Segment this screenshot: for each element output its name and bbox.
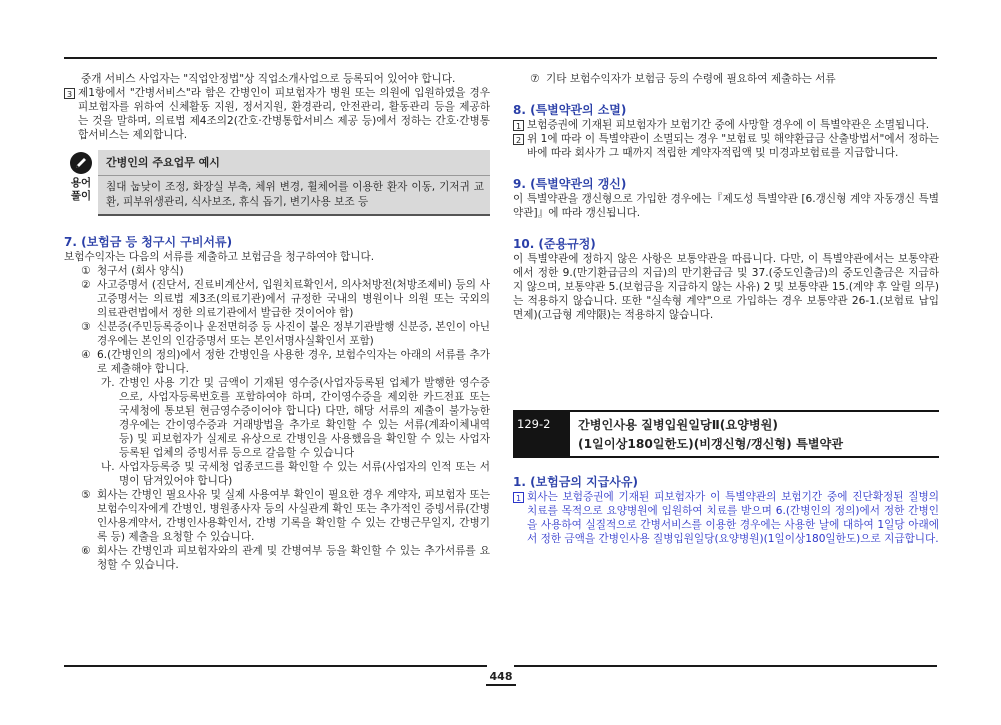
top-rule (64, 57, 937, 59)
special-clause-banner (513, 410, 939, 458)
item-3 (64, 86, 490, 142)
section-10-text: 이 특별약관에 정하지 않은 사항은 보통약관을 따릅니다. 다만, 이 특별약관에서는 보통약관에서 정한 9.(만기환급금의 지급)의 만기환급금 및 37.(중도인출금)의 중도인출금은 지급하지 않으며, 보통약관 5.(보험금을 지급하지 않는 사유) 2 및 보통약관 15.(계약 후 알릴 의무)는 적용하지 않습니다. 또한 "실속형 계약"으로 가입하는 경우 보통약관 26-1.(보험료 납입면제)(고급형 계약限)는 적용하지 않습니다. (513, 253, 939, 321)
note-icon-block (66, 152, 96, 203)
note-heading: 간병인의 주요업무 예시 (98, 154, 490, 176)
left-column (64, 72, 490, 572)
list-item: 1 보험증권에 기재된 피보험자가 보험기간 중에 사망할 경우에 이 특별약관은 소멸됩니다. (513, 118, 939, 132)
list-item: ⑤ 회사는 간병인 필요사유 및 실제 사용여부 확인이 필요한 경우 계약자, 피보험자 또는 보험수익자에게 간병인, 병원종사자 등의 사실관계 확인 또는 추가적인 증빙서류(간병인사용계약서, 간병인사용확인서, 간병 기록을 확인할 수 있는 간병근무일지, 간병기록 등) 제출을 요청할 수 있습니다. (81, 489, 490, 543)
term-note (64, 150, 490, 216)
note-box (98, 150, 490, 216)
banner-title-line-2: (1일이상180일한도)(비갱신형/갱신형) 특별약관 (578, 437, 844, 451)
list-item: 2 위 1에 따라 이 특별약관이 소멸되는 경우 "보험료 및 해약환급금 산출방법서"에서 정하는 바에 따라 회사가 그 때까지 적립한 계약자적립액 및 미경과보험료를 지급합니다. (513, 132, 939, 160)
sub-item-na: 나. 사업자등록증 및 국세청 업종코드를 확인할 수 있는 서류(사업자의 인적 또는 서명이 담겨있어야 합니다) (101, 461, 490, 487)
boxed-number-2: 2 (513, 134, 524, 145)
item-7: ⑦ 기타 보험수익자가 보험금 등의 수령에 필요하여 제출하는 서류 (530, 73, 836, 85)
banner-title (570, 410, 939, 458)
bottom-rule-right (514, 665, 937, 667)
section-7-title: 7. (보험금 등 청구시 구비서류) (64, 235, 233, 249)
section-8-title: 8. (특별약관의 소멸) (513, 103, 627, 117)
list-item: ⑥ 회사는 간병인과 피보험자와의 관계 및 간병여부 등을 확인할 수 있는 추가서류를 요청할 수 있습니다. (81, 545, 490, 571)
section-9-text: 이 특별약관을 갱신형으로 가입한 경우에는『제도성 특별약관 [6.갱신형 계약 자동갱신 특별약관]』에 따라 갱신됩니다. (513, 193, 939, 219)
banner-number: 129-2 (513, 410, 570, 458)
section-7-intro: 보험수익자는 다음의 서류를 제출하고 보험금을 청구하여야 합니다. (64, 251, 375, 263)
pencil-icon (70, 152, 92, 174)
boxed-number-1: 1 (513, 120, 524, 131)
list-item: ② 사고증명서 (진단서, 진료비계산서, 입원치료확인서, 의사처방전(처방조제비) 등의 사고증명서는 의료법 제3조(의료기관)에서 규정한 국내의 병원이나 의원 또는 국외의 의료관련법에서 정한 의료기관에서 발급한 것이어야 함) (81, 279, 490, 319)
list-item: ① 청구서 (회사 양식) (81, 265, 184, 277)
list-item: ③ 신분증(주민등록증이나 운전면허증 등 사진이 붙은 정부기관발행 신분증, 본인이 아닌 경우에는 본인의 인감증명서 또는 본인서명사실확인서 포함) (81, 321, 490, 347)
section-1-text: 회사는 보험증권에 기재된 피보험자가 이 특별약관의 보험기간 중에 진단확정된 질병의 치료를 목적으로 요양병원에 입원하여 치료를 받으며 6.(간병인의 정의)에서 정한 간병인을 사용하여 실질적으로 간병서비스를 이용한 경우에는 사용한 날에 대하여 1일당 아래에서 정한 금액을 간병인사용 질병입원일당(요양병원)(1일이상180일한도)으로 지급합니다. (527, 491, 939, 545)
note-icon-label: 용어 풀이 (70, 177, 92, 202)
right-column-lower (513, 474, 939, 546)
right-column (513, 72, 939, 322)
note-body: 침대 눕낮이 조정, 화장실 부축, 체위 변경, 휠체어를 이용한 환자 이동, 기저귀 교환, 피부위생관리, 식사보조, 휴식 돕기, 변기사용 보조 등 (106, 181, 484, 208)
section-7-list (64, 264, 490, 572)
page-number: 448 (486, 670, 516, 686)
section-1-title: 1. (보험금의 지급사유) (513, 475, 638, 489)
sub-item-ga: 가. 간병인 사용 기간 및 금액이 기재된 영수증(사업자등록된 업체가 발행한 영수증으로, 사업자등록번호를 포함하여야 하며, 간이영수증을 제외한 카드전표 또는 국세청에 통보된 현금영수증이어야 합니다) 다만, 해당 서류의 제출이 불가능한 경우에는 간이영수증과 거래방법을 추가로 확인할 수 있는 서류(계좌이체내역 등) 및 피보험자가 실제로 유상으로 간병인을 사용했음을 확인할 수 있는 사업자등록된 업체의 증빙서류 등으로 갈음할 수 있습니다 (101, 377, 490, 459)
boxed-number-3: 3 (64, 88, 75, 99)
section-10-title: 10. (준용규정) (513, 237, 596, 251)
item-3-text: 제1항에서 "간병서비스"라 함은 간병인이 피보험자가 병원 또는 의원에 입원하였을 경우 피보험자를 위하여 신체활동 지원, 정서지원, 환경관리, 안전관리, 활동관리 등을 제공하는 것을 말하며, 의료법 제4조의2(간호·간병통합서비스 제공 등)에서 정하는 간호·간병통합서비스는 제외합니다. (78, 87, 490, 141)
boxed-number-1: 1 (513, 492, 524, 503)
list-item: ④ 6.(간병인의 정의)에서 정한 간병인을 사용한 경우, 보험수익자는 아래의 서류를 추가로 제출해야 합니다. (81, 349, 490, 375)
bottom-rule-left (64, 665, 487, 667)
section-1-item (513, 490, 939, 546)
banner-title-line-1: 간병인사용 질병입원일당Ⅱ(요양병원) (578, 418, 779, 432)
intro-continuation: 중개 서비스 사업자는 "직업안정법"상 직업소개사업으로 등록되어 있어야 합니다. (81, 73, 456, 85)
section-9-title: 9. (특별약관의 갱신) (513, 177, 627, 191)
